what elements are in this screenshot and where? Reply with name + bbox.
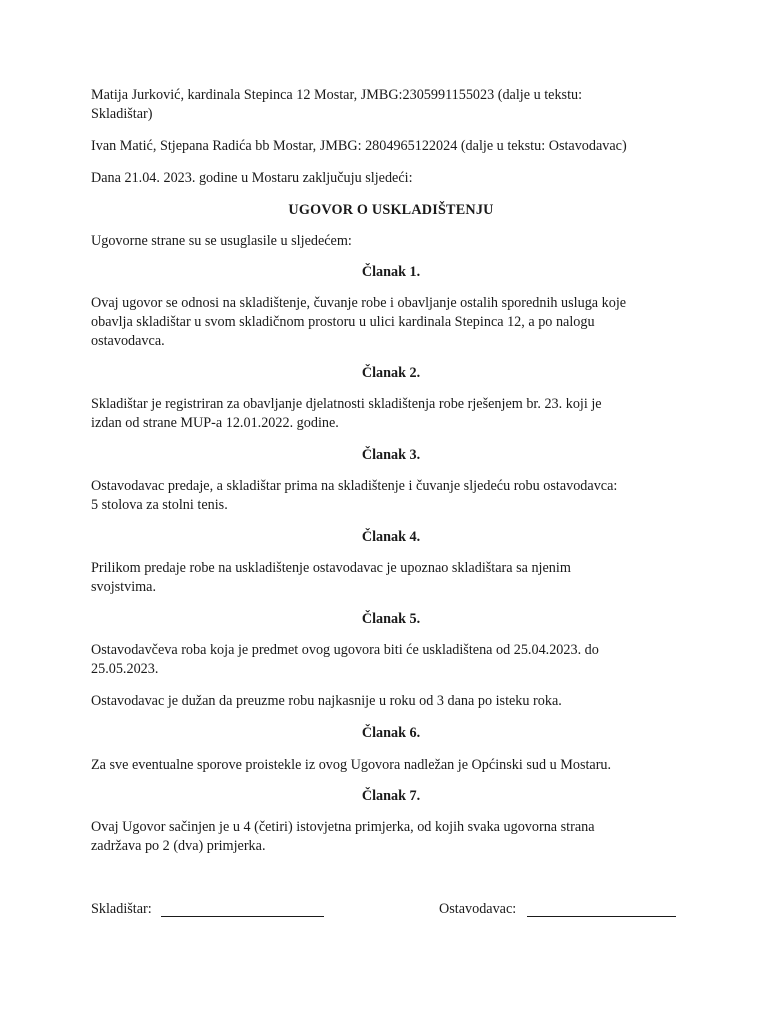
signature-line-skladistar	[161, 916, 324, 917]
article-4-line-1: Prilikom predaje robe na uskladištenje ostavodavac je upoznao skladištara sa njenim	[91, 560, 571, 576]
date-line: Dana 21.04. 2023. godine u Mostaru zaključuju sljedeći:	[91, 170, 413, 186]
article-3-heading: Članak 3.	[361, 447, 421, 463]
article-1-line-1: Ovaj ugovor se odnosi na skladištenje, čuvanje robe i obavljanje ostalih sporednih usluga koje	[91, 295, 627, 311]
article-4-body	[91, 559, 691, 597]
article-7-line-1: Ovaj Ugovor sačinjen je u 4 (četiri) istovjetna primjerka, od kojih svaka ugovorna strana	[91, 819, 595, 835]
party-2-line-1: Ivan Matić, Stjepana Radića bb Mostar, JMBG: 2804965122024 (dalje u tekstu: Ostavodavac)	[91, 138, 627, 154]
intro-text: Ugovorne strane su se usuglasile u sljedećem:	[91, 233, 352, 249]
article-4-heading: Članak 4.	[361, 529, 421, 545]
party-1	[91, 86, 691, 124]
article-5-line-2: 25.05.2023.	[91, 661, 159, 677]
article-6-body	[91, 756, 691, 775]
signature-label-ostavodavac: Ostavodavac:	[439, 901, 517, 917]
article-1-heading: Članak 1.	[361, 264, 421, 280]
article-2-body	[91, 395, 691, 433]
article-4-line-2: svojstvima.	[91, 579, 157, 595]
party-1-line-1: Matija Jurković, kardinala Stepinca 12 Mostar, JMBG:2305991155023 (dalje u tekstu:	[91, 87, 583, 103]
article-1-line-3: ostavodavca.	[91, 333, 165, 349]
signature-line-ostavodavac	[527, 916, 676, 917]
article-6-heading: Članak 6.	[361, 725, 421, 741]
contract-title: UGOVOR O USKLADIŠTENJU	[288, 202, 494, 218]
article-5-heading: Članak 5.	[361, 611, 421, 627]
party-1-line-2: Skladištar)	[91, 106, 153, 122]
article-6-line-1: Za sve eventualne sporove proistekle iz ovog Ugovora nadležan je Općinski sud u Mostaru.	[91, 757, 612, 773]
article-7-heading: Članak 7.	[361, 788, 421, 804]
article-2-heading: Članak 2.	[361, 365, 421, 381]
article-2-line-2: izdan od strane MUP-a 12.01.2022. godine.	[91, 415, 339, 431]
article-3-line-2: 5 stolova za stolni tenis.	[91, 497, 228, 513]
article-7-line-2: zadržava po 2 (dva) primjerka.	[91, 838, 266, 854]
article-5-extra: Ostavodavac je dužan da preuzme robu najkasnije u roku od 3 dana po isteku roka.	[91, 693, 562, 709]
article-1-line-2: obavlja skladištar u svom skladičnom prostoru u ulici kardinala Stepinca 12, a po nalogu	[91, 314, 595, 330]
article-5-line-1: Ostavodavčeva roba koja je predmet ovog ugovora biti će uskladištena od 25.04.2023. do	[91, 642, 599, 658]
article-3-body	[91, 477, 691, 515]
article-2-line-1: Skladištar je registriran za obavljanje djelatnosti skladištenja robe rješenjem br. 23. koji je	[91, 396, 602, 412]
article-1-body	[91, 294, 691, 351]
signature-label-skladistar: Skladištar:	[91, 901, 152, 917]
party-2	[91, 137, 691, 156]
article-3-line-1: Ostavodavac predaje, a skladištar prima na skladištenje i čuvanje sljedeću robu ostavodavca:	[91, 478, 618, 494]
article-7-body	[91, 818, 691, 856]
article-5-body	[91, 641, 691, 679]
